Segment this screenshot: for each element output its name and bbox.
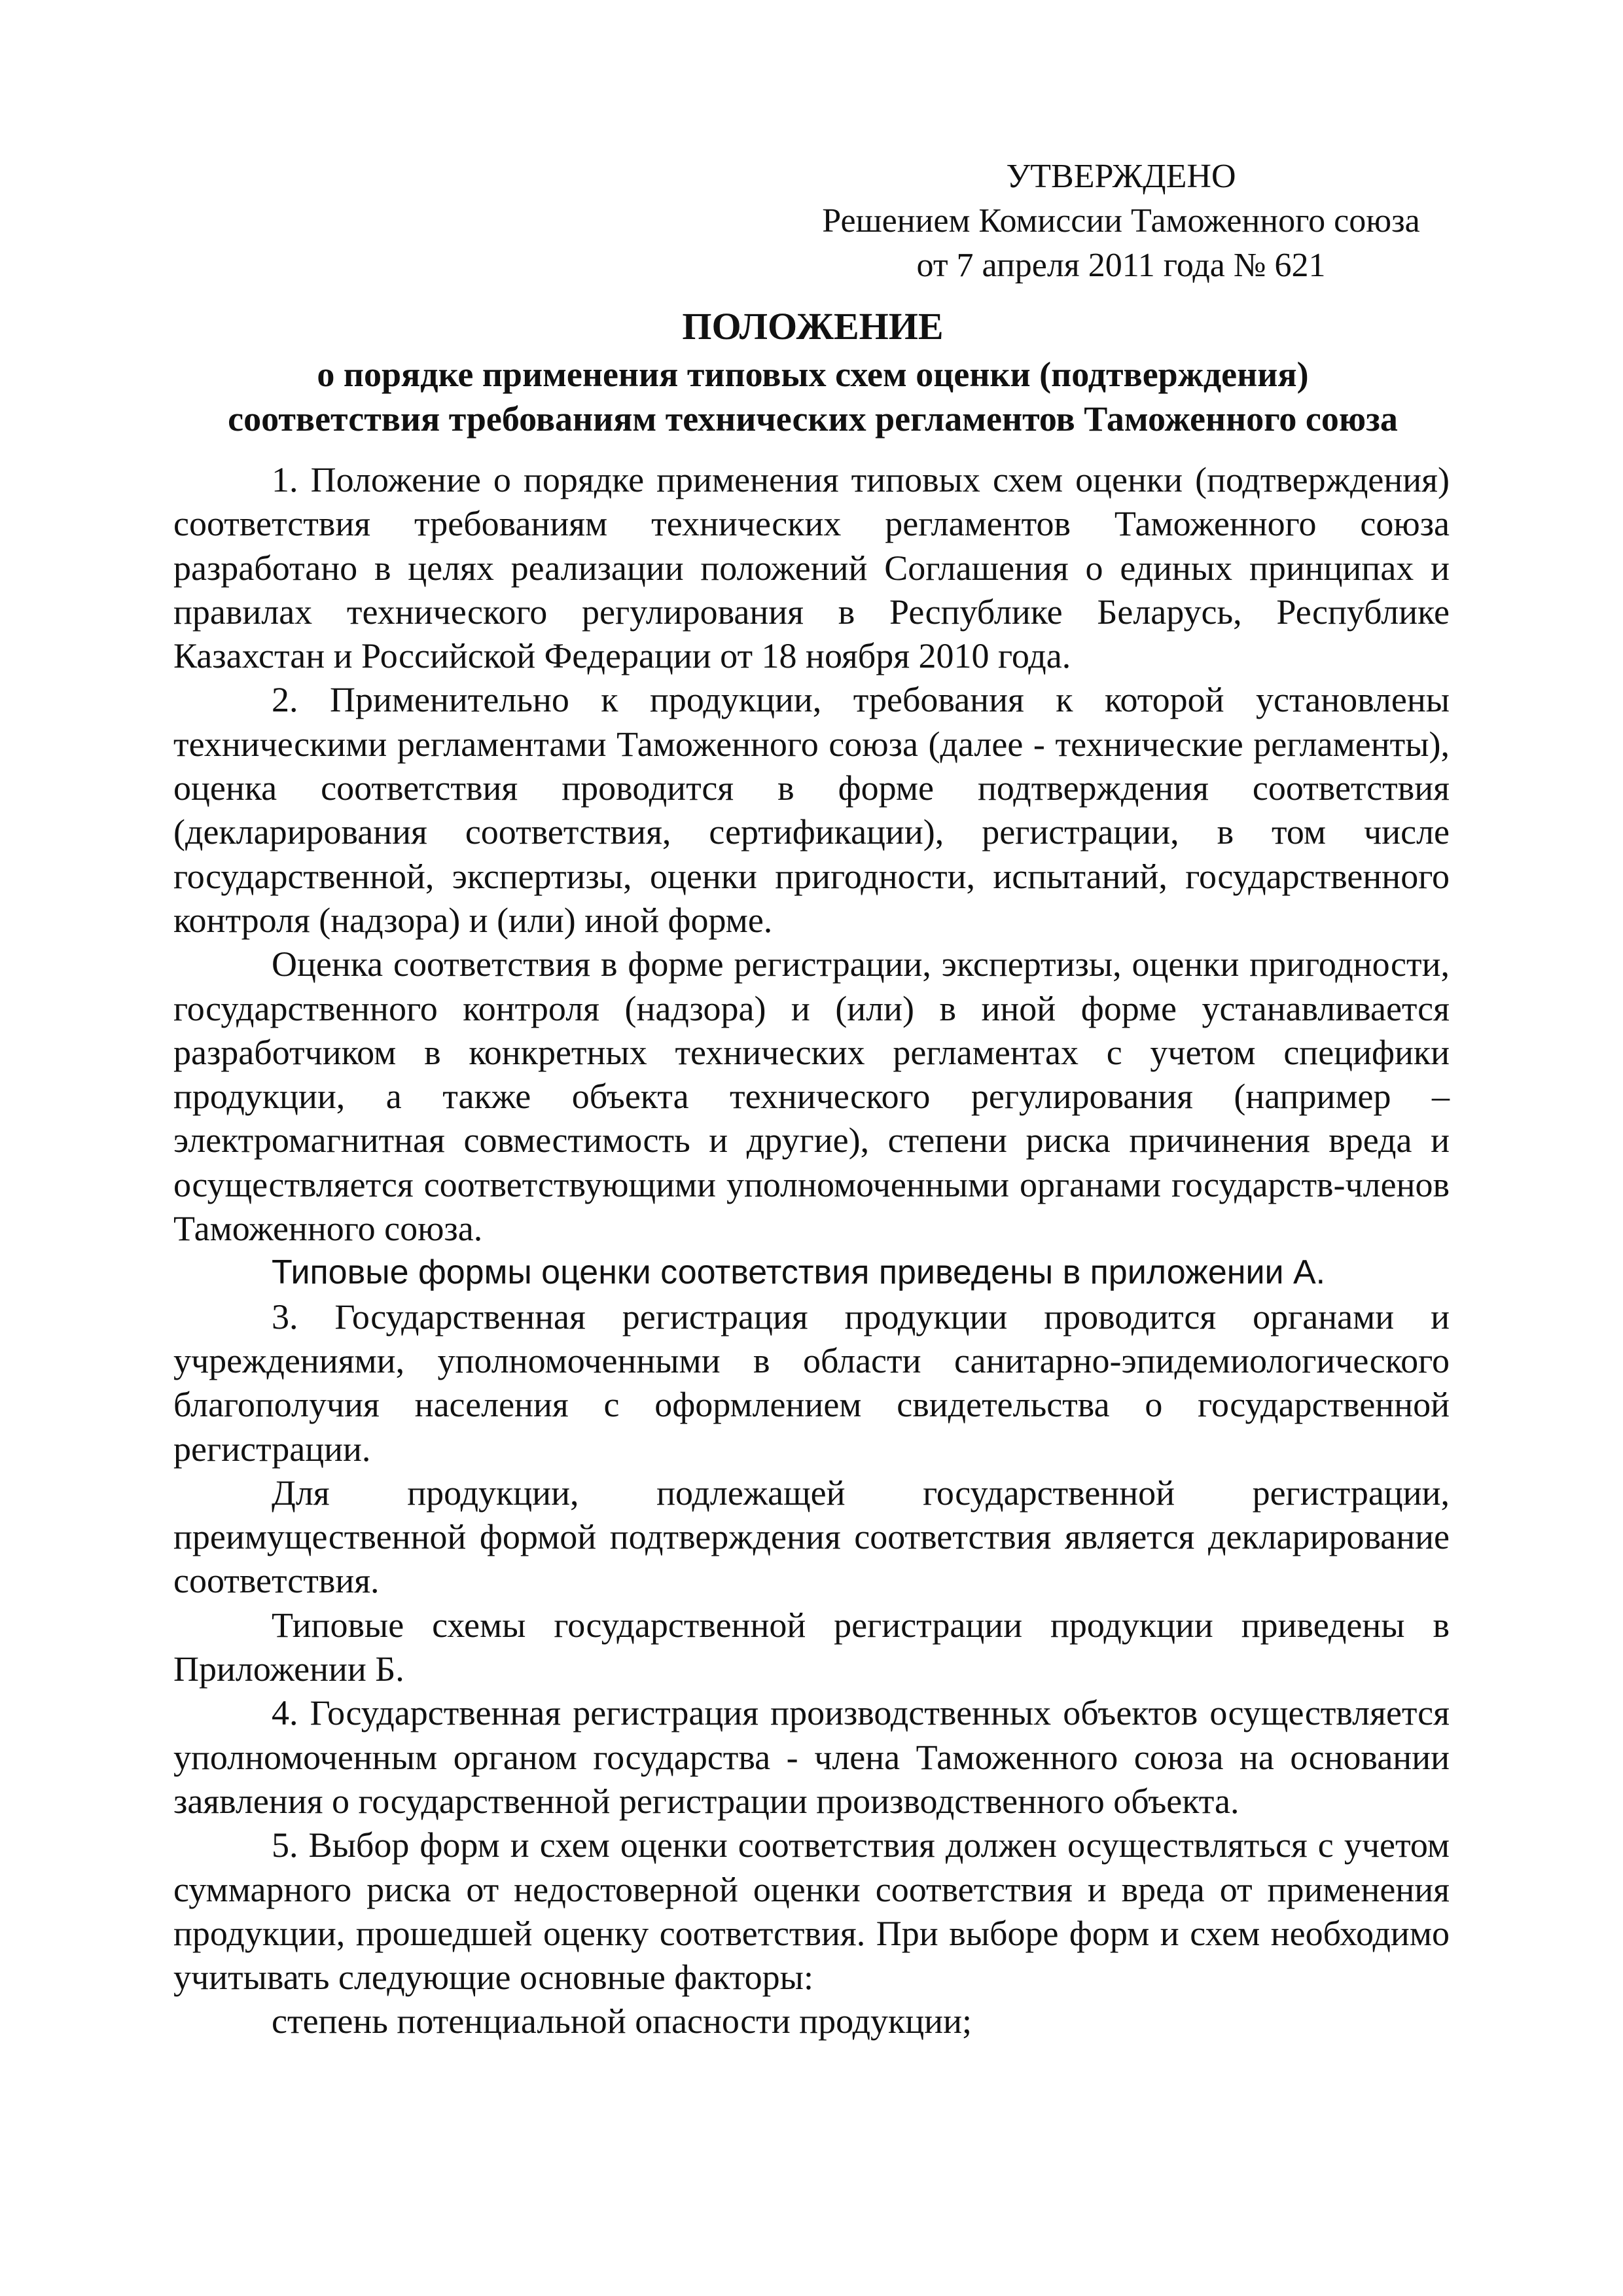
title-main: ПОЛОЖЕНИЕ (682, 305, 944, 348)
paragraph-4: 4. Государственная регистрация производственных объектов осуществляется уполномоченным органом государства - члена Таможенного союза на основании заявления о государственной регистрации производственного объекта. (173, 1693, 1450, 1821)
title-subtitle-line-1: о порядке применения типовых схем оценки (подтверждения) (317, 355, 1309, 394)
document-title (171, 301, 1454, 441)
paragraph-2: 2. Применительно к продукции, требования к которой установлены техническими регламентами Таможенного союза (далее - технические регламенты), оценка соответствия проводится в форме подтверждения соответствия (декларирования соответствия, сертификации), регистрации, в том числе государственной, экспертизы, оценки пригодности, испытаний, государственного контроля (надзора) и (или) иной форме. (173, 680, 1450, 940)
paragraph-2-continuation: Оценка соответствия в форме регистрации, экспертизы, оценки пригодности, государственного контроля (надзора) и (или) в иной форме устанавливается разработчиком в конкретных технических регламентах с учетом специфики продукции, а также объекта технического регулирования (например – электромагнитная совместимость и другие), степени риска причинения вреда и осуществляется соответствующими уполномоченными органами государств-членов Таможенного союза. (173, 944, 1450, 1249)
approval-stamp (817, 154, 1425, 288)
approval-date: от 7 апреля 2011 года № 621 (916, 247, 1326, 284)
document-body (173, 458, 1450, 2044)
approval-decision: Решением Комиссии Таможенного союза (822, 202, 1420, 240)
paragraph-1: 1. Положение о порядке применения типовых схем оценки (подтверждения) соответствия требованиям технических регламентов Таможенного союза разработано в целях реализации положений Соглашения о единых принципах и правилах технического регулирования в Республике Беларусь, Республике Казахстан и Российской Федерации от 18 ноября 2010 года. (173, 460, 1450, 676)
paragraph-3: 3. Государственная регистрация продукции проводится органами и учреждениями, уполномоченными в области санитарно-эпидемиологического благополучия населения с оформлением свидетельства о государственной регистрации. (173, 1297, 1450, 1469)
paragraph-5: 5. Выбор форм и схем оценки соответствия должен осуществляться с учетом суммарного риска от недостоверной оценки соответствия и вреда от применения продукции, прошедшей оценку соответствия. При выборе форм и схем необходимо учитывать следующие основные факторы: (173, 1825, 1450, 1998)
paragraph-appendix-a-note: Типовые формы оценки соответствия приведены в приложении А. (272, 1253, 1326, 1292)
paragraph-appendix-b-note: Типовые схемы государственной регистрации продукции приведены в Приложении Б. (173, 1605, 1450, 1689)
paragraph-5-factor-1: степень потенциальной опасности продукции; (272, 2001, 972, 2041)
title-subtitle-line-2: соответствия требованиям технических регламентов Таможенного союза (228, 399, 1398, 439)
approval-heading: УТВЕРЖДЕНО (1006, 158, 1236, 195)
paragraph-3-continuation: Для продукции, подлежащей государственной регистрации, преимущественной формой подтверждения соответствия является декларирование соответствия. (173, 1473, 1450, 1601)
